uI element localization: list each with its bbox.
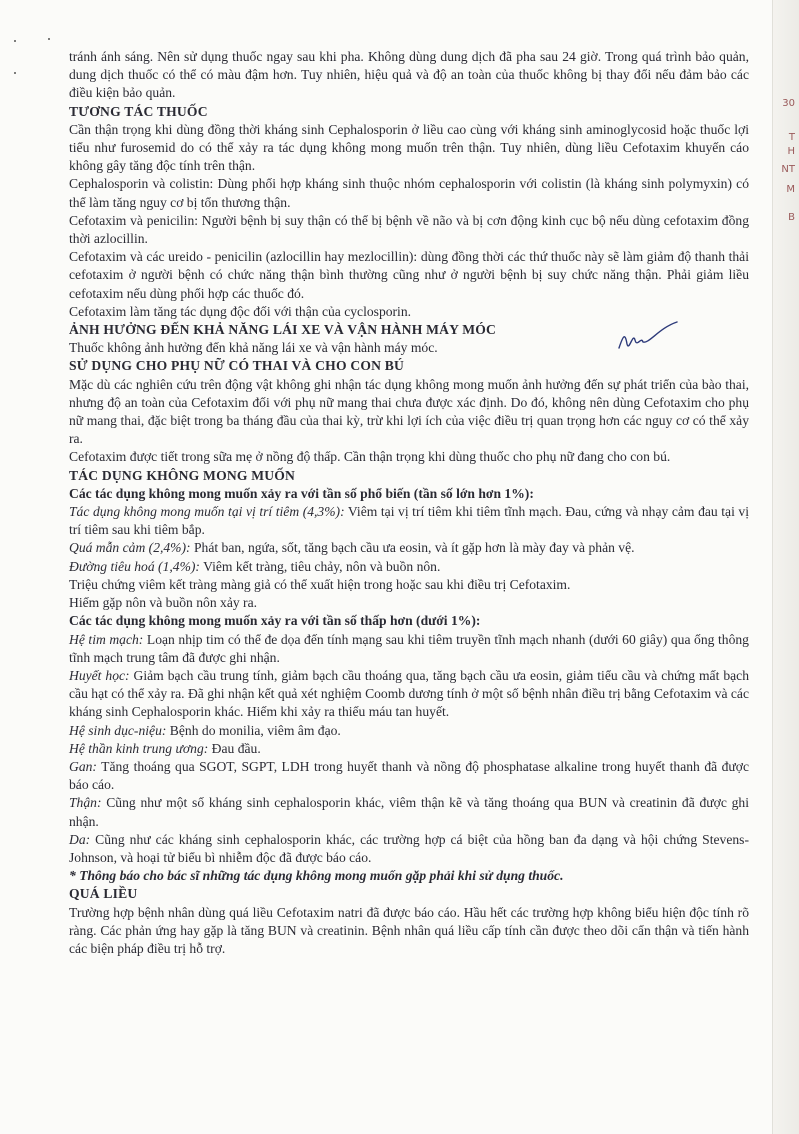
adverse-item-label: Hệ sinh dục-niệu: [69,722,167,738]
adverse-item-text: Giảm bạch cầu trung tính, giảm bạch cầu thoáng qua, tăng bạch cầu ưa eosin, giảm tiểu cầu và chứng mất bạch cầu hạt có thể xảy ra. Đã ghi nhận kết quả xét nghiệm Coomb dương tính ở một số bệnh nhân điều trị bằng Cefotaxim và các kháng sinh Cephalosporin khác. Hiếm khi xảy ra thiếu máu tan huyết. [69,667,749,720]
interaction-paragraph: Cephalosporin và colistin: Dùng phối hợp kháng sinh thuộc nhóm cephalosporin với colistin (là kháng sinh polymyxin) có thể làm tăng nguy cơ bị tổn thương thận. [69,176,749,210]
adverse-item [69,722,749,740]
edge-mark: B [788,212,795,223]
adverse-item-label: Thận: [69,795,102,811]
adverse-item-label: Quá mẫn cảm (2,4%): [69,540,191,556]
driving-paragraph: Thuốc không ảnh hưởng đến khả năng lái xe và vận hành máy móc. [69,340,438,356]
heading-adverse-effects: TÁC DỤNG KHÔNG MONG MUỐN [69,467,296,483]
adverse-item: Triệu chứng viêm kết tràng màng giả có thể xuất hiện trong hoặc sau khi điều trị Cefotaxim. [69,576,571,592]
edge-mark: T [788,132,795,143]
heading-pregnancy: SỬ DỤNG CHO PHỤ NỮ CÓ THAI VÀ CHO CON BÚ [69,358,405,374]
subheading-common-effects: Các tác dụng không mong muốn xảy ra với tần số phổ biến (tần số lớn hơn 1%): [69,485,534,501]
heading-overdose: QUÁ LIỀU [69,886,138,902]
adverse-item-text: Đau đầu. [208,740,261,756]
adverse-item-text: Cũng như các kháng sinh cephalosporin khác, các trường hợp cá biệt của hồng ban đa dạng và hội chứng Stevens-Johnson, và hoại tử biểu bì nhiễm độc đã được báo cáo. [69,831,749,865]
adverse-item-label: Gan: [69,758,97,774]
storage-paragraph: tránh ánh sáng. Nên sử dụng thuốc ngay sau khi pha. Không dùng dung dịch đã pha sau 24 giờ. Trong quá trình bảo quản, dung dịch thuốc có thể có màu đậm hơn. Tuy nhiên, hiệu quả và độ an toàn của thuốc không bị thay đổi nếu đảm bảo các điều kiện bảo quản. [69,49,749,101]
adverse-item-text: Phát ban, ngứa, sốt, tăng bạch cầu ưa eosin, và ít gặp hơn là mày đay và phản vệ. [190,540,635,556]
interaction-paragraph: Cefotaxim và các ureido - penicilin (azlocillin hay mezlocillin): dùng đồng thời các thứ thuốc này sẽ làm giảm độ thanh thải cefotaxim ở người bệnh có chức năng thận bình thường cũng như ở người bệnh bị suy chức năng thận. Phải giảm liều cefotaxim nếu dùng phối hợp các thuốc đó. [69,249,749,301]
heading-drug-interactions: TƯƠNG TÁC THUỐC [69,103,208,119]
edge-mark: NT [781,164,795,175]
edge-mark: 30 [782,98,795,109]
interaction-paragraph: Cefotaxim và penicilin: Người bệnh bị suy thận có thể bị bệnh về não và bị cơn động kinh cục bộ nếu dùng cefotaxim đồng thời azlocillin. [69,212,749,247]
adverse-item-text: Cũng như một số kháng sinh cephalosporin khác, viêm thận kẽ và tăng thoáng qua BUN và creatinin đã được ghi nhận. [69,795,749,829]
adverse-item-label: Hệ tim mạch: [69,631,144,647]
adverse-item-label: Da: [69,831,91,847]
adverse-item-label: Tác dụng không mong muốn tại vị trí tiêm (4,3%): [69,504,345,520]
interaction-paragraph: Cần thận trọng khi dùng đồng thời kháng sinh Cephalosporin ở liều cao cùng với kháng sinh aminoglycosid hoặc thuốc lợi tiểu như furosemid do có thể xảy ra tác dụng không mong muốn trên thận. Tuy nhiên, dùng liều Cefotaxim khuyến cáo không gây tăng độc tính trên thận. [69,121,749,174]
heading-driving: ẢNH HƯỞNG ĐẾN KHẢ NĂNG LÁI XE VÀ VẬN HÀNH MÁY MÓC [69,322,497,338]
adverse-item [69,667,749,722]
adverse-item-text: Tăng thoáng qua SGOT, SGPT, LDH trong huyết thanh và nồng độ phosphatase alkaline trong huyết thanh đã được báo cáo. [69,758,749,793]
adverse-item [69,794,749,830]
adverse-item-text: Viêm tại vị trí tiêm khi tiêm tĩnh mạch. Đau, cứng và nhạy cảm đau tại vị trí tiêm sau khi tiêm bắp. [69,504,749,538]
overdose-paragraph: Trường hợp bệnh nhân dùng quá liều Cefotaxim natri đã được báo cáo. Hầu hết các trường hợp không biểu hiện độc tính rõ ràng. Các phản ứng hay gặp là tăng BUN và creatinin. Bệnh nhân quá liều cấp tính cần được theo dõi cẩn thận và tiến hành các biện pháp điều trị hỗ trợ. [69,904,749,956]
scan-speck [14,72,16,74]
adverse-item [69,558,749,576]
scanned-page-edge [772,0,799,1134]
pregnancy-paragraph: Mặc dù các nghiên cứu trên động vật không ghi nhận tác dụng không mong muốn ảnh hưởng đến sự phát triển của bào thai, nhưng độ an toàn của Cefotaxim đối với phụ nữ mang thai chưa được xác định. Do đó, không nên dùng Cefotaxim cho phụ nữ mang thai, đặc biệt trong ba tháng đầu của thai kỳ, trừ khi lợi ích của việc điều trị quan trọng hơn các nguy cơ có thể xảy ra. [69,376,749,447]
adverse-item-text: Viêm kết tràng, tiêu chảy, nôn và buồn nôn. [199,558,441,574]
edge-mark: H [787,146,795,157]
edge-mark: M [786,184,795,195]
breastfeeding-paragraph: Cefotaxim được tiết trong sữa mẹ ở nồng độ thấp. Cần thận trọng khi dùng thuốc cho phụ nữ đang cho con bú. [69,449,671,465]
adverse-item [69,631,749,667]
adverse-item [69,758,749,794]
adverse-item-label: Huyết học: [69,667,130,683]
adverse-item-text: Bệnh do monilia, viêm âm đạo. [166,722,341,738]
interaction-paragraph: Cefotaxim làm tăng tác dụng độc đối với thận của cyclosporin. [69,303,412,319]
adverse-item: Hiếm gặp nôn và buồn nôn xảy ra. [69,595,258,611]
doctor-notice: * Thông báo cho bác sĩ những tác dụng không mong muốn gặp phải khi sử dụng thuốc. [69,868,564,884]
subheading-rare-effects: Các tác dụng không mong muốn xảy ra với tần số thấp hơn (dưới 1%): [69,613,481,629]
adverse-item-label: Hệ thần kinh trung ương: [69,740,209,756]
adverse-item-text: Loạn nhịp tim có thể đe dọa đến tính mạng sau khi tiêm truyền tĩnh mạch nhanh (dưới 60 giây) qua ống thông tĩnh mạch trung tâm đã được ghi nhận. [69,631,749,665]
document-body [69,48,749,958]
scan-speck [48,38,50,40]
adverse-item [69,503,749,539]
scan-speck [14,40,16,42]
adverse-item [69,831,749,867]
adverse-item [69,539,749,557]
adverse-item-label: Đường tiêu hoá (1,4%): [69,558,200,574]
adverse-item [69,740,749,758]
